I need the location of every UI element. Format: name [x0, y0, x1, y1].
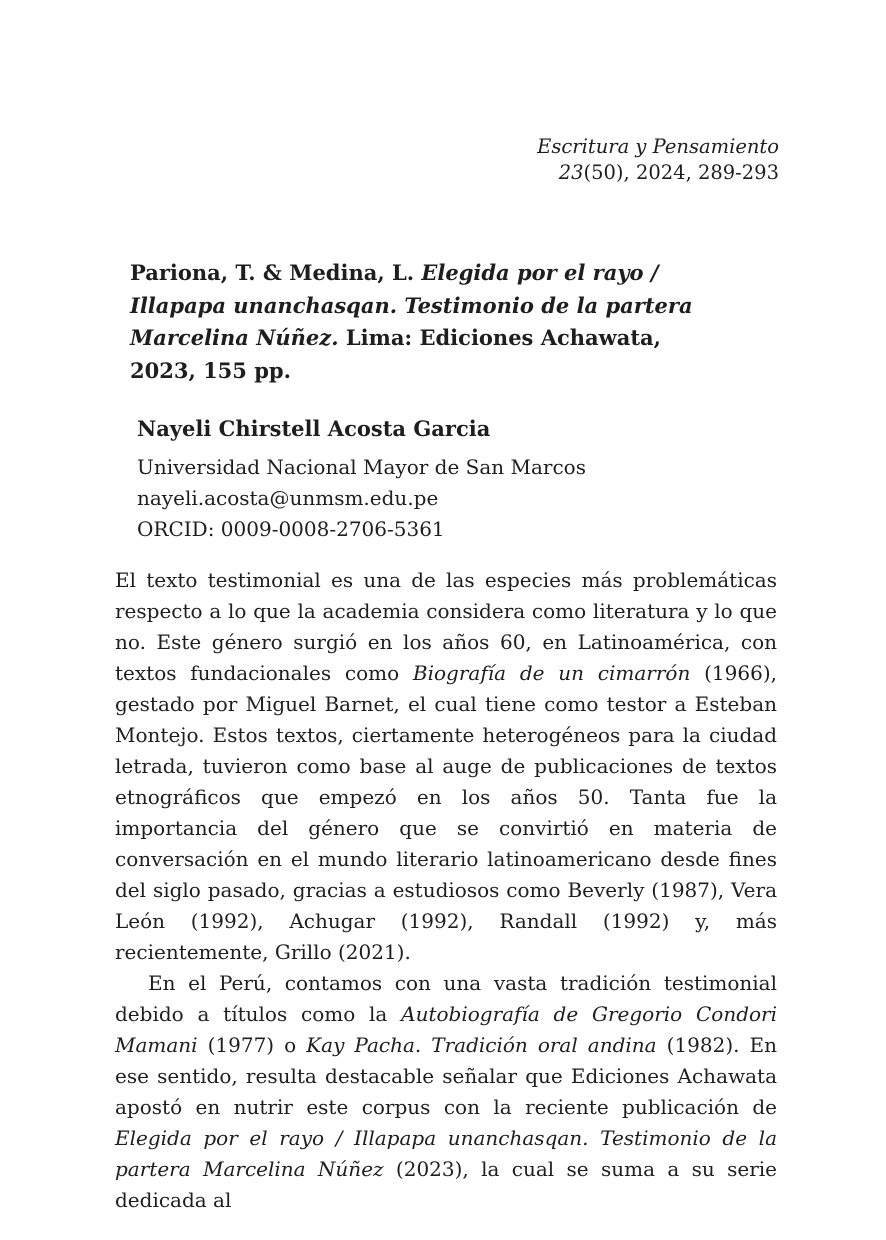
text-run: (1982). En ese sentido, resulta destacable señalar que Ediciones Achawata apostó en nutrir este corpus con la reciente publicación de	[115, 1033, 777, 1119]
author-email: nayeli.acosta@unmsm.edu.pe	[137, 486, 439, 510]
text-run: (2023), la cual se suma a su serie dedicada al	[115, 1157, 778, 1212]
author-orcid: ORCID: 0009-0008-2706-5361	[137, 517, 445, 541]
italic-text-run: Autobiografía de Gregorio Condori Mamani	[115, 1002, 777, 1057]
text-run: El texto testimonial es una de las especies más problemáticas respecto a lo que la academia considera como literatura y lo que no. Este género surgió en los años 60, en Latinoamérica, con textos fundacionales como	[115, 568, 777, 685]
italic-text-run: Kay Pacha. Tradición oral andina	[306, 1033, 657, 1057]
italic-text-run: Biografía de un cimarrón	[412, 661, 691, 685]
text-run: (1966), gestado por Miguel Barnet, el cual tiene como testor a Esteban Montejo. Estos textos, ciertamente heterogéneos para la ciudad letrada, tuvieron como base al auge de publicaciones de textos etnográficos que empezó en los años 50. Tanta fue la importancia del género que se convirtió en materia de conversación en el mundo literario latinoamericano desde fines del siglo pasado, gracias a estudiosos como Beverly (1987), Vera León (1992), Achugar (1992), Randall (1992) y, más recientemente, Grillo (2021).	[115, 661, 777, 964]
journal-volume-line	[537, 160, 779, 186]
italic-text-run: Elegida por el rayo / Illapapa unanchasqan. Testimonio de la partera Marcelina Núñez.	[130, 260, 693, 350]
italic-text-run: 23	[558, 161, 584, 184]
text-run: Pariona, T. & Medina, L.	[130, 260, 422, 285]
author-block	[137, 413, 586, 545]
text-run: Lima: Ediciones Achawata, 2023, 155 pp.	[130, 325, 661, 383]
italic-text-run: Elegida por el rayo / Illapapa unanchasqan. Testimonio de la partera Marcelina Núñez	[115, 1126, 777, 1181]
text-run: (50), 2024, 289-293	[583, 161, 779, 184]
author-affiliation: Universidad Nacional Mayor de San Marcos	[137, 455, 586, 479]
book-citation-title	[130, 257, 730, 387]
journal-header	[537, 134, 779, 186]
text-run: (1977) o	[197, 1033, 307, 1057]
body-paragraph	[115, 565, 777, 968]
article-body	[115, 565, 777, 1216]
body-paragraph	[115, 968, 777, 1216]
text-run: En el Perú, contamos con una vasta tradición testimonial debido a títulos como la	[115, 971, 777, 1026]
author-name: Nayeli Chirstell Acosta Garcia	[137, 416, 491, 441]
journal-name: Escritura y Pensamiento	[537, 135, 779, 158]
